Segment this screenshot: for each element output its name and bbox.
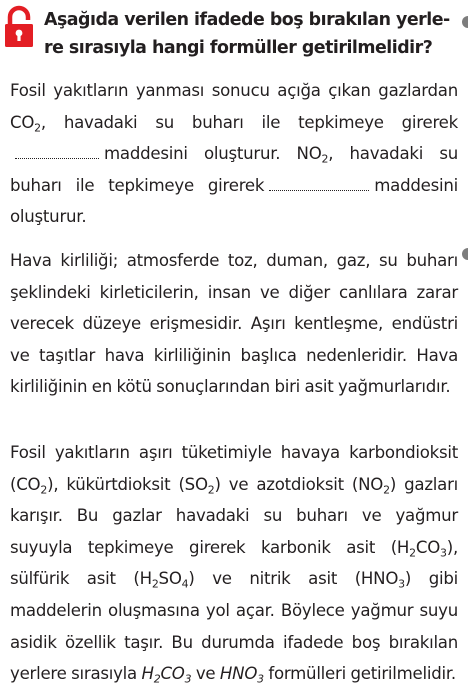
fill-in-blank-paragraph	[10, 75, 458, 233]
text-run: SO	[158, 569, 182, 589]
subscript: 3	[257, 672, 264, 686]
text-run: , havadaki su buharı ile tepkimeye girerek	[40, 112, 458, 132]
text-run: Fosil yakıtların aşırı tüketimiyle havaya karbondioksit (CO	[10, 443, 458, 494]
subscript: 2	[153, 672, 161, 686]
text-run: , havadaki su buharı ile tepkimeye girerek	[10, 144, 458, 195]
answer-blank-2	[269, 172, 369, 191]
text-run: Fosil yakıtların yanması sonucu açığa çıkan gazlardan CO	[10, 81, 458, 132]
subscript: 2	[383, 483, 390, 497]
subscript: 3	[398, 577, 405, 591]
text-run: ) ve nitrik asit (HNO	[188, 569, 399, 589]
text-run: ) gazları karışır. Bu gazlar havadaki su buharı ve yağmur suyuyla tepkimeye girerek karbonik asit (H	[10, 474, 459, 557]
acid-rain-paragraph	[10, 437, 458, 690]
subscript: 2	[34, 121, 41, 135]
formula-hno3	[219, 664, 264, 686]
question-line-1: Aşağıda verilen ifadede boş bırakılan yerle-	[44, 10, 450, 30]
question-text	[44, 6, 464, 62]
subscript: 2	[151, 577, 159, 591]
subscript: 2	[40, 483, 48, 497]
subscript: 3	[440, 546, 447, 560]
question-header	[0, 0, 468, 62]
subscript: 2	[321, 152, 329, 166]
text-run: CO	[160, 664, 185, 684]
subscript: 2	[207, 483, 215, 497]
page-edge-marker	[462, 248, 468, 260]
page-edge-marker	[462, 16, 468, 28]
lock-icon	[4, 4, 34, 48]
text-run: ve	[191, 664, 220, 684]
text-run: ), sülfürik asit (H	[10, 537, 458, 589]
subscript: 3	[184, 672, 192, 686]
subscript: 2	[409, 546, 416, 560]
text-run: ) ve azotdioksit (NO	[214, 474, 384, 494]
formula-h2co3	[141, 664, 192, 686]
answer-blank-1	[15, 140, 99, 159]
text-run: maddesini oluşturur. NO	[104, 144, 322, 164]
text-run: maddesini oluşturur.	[10, 175, 458, 227]
text-run: ) gibi maddelerin oluşmasına yol açar. Böylece yağmur suyu asidik özellik taşır. Bu durumda ifadede boş bırakılan yerlere sırasıyla	[10, 569, 458, 684]
subscript: 4	[181, 577, 189, 591]
air-pollution-paragraph: Hava kirliliği; atmosferde toz, duman, gaz, su buharı şeklindeki kirleticilerin, insan ve diğer canlılara zarar verecek düzeye erişmesidir. Aşırı kentleşme, endüstri ve taşıtlar hava kirliliğinin başlıca nedenleridir. Hava kirliliğinin en kötü sonuçlarından biri asit yağmurlarıdır.	[10, 251, 458, 397]
text-run: formülleri getirilmelidir.	[263, 664, 456, 684]
text-run: CO	[415, 537, 441, 557]
text-run: H	[141, 664, 154, 684]
text-run: ), kükürtdioksit (SO	[47, 474, 208, 494]
text-run: HNO	[219, 664, 258, 684]
question-line-2: re sırasıyla hangi formüller getirilmelidir?	[44, 38, 433, 58]
